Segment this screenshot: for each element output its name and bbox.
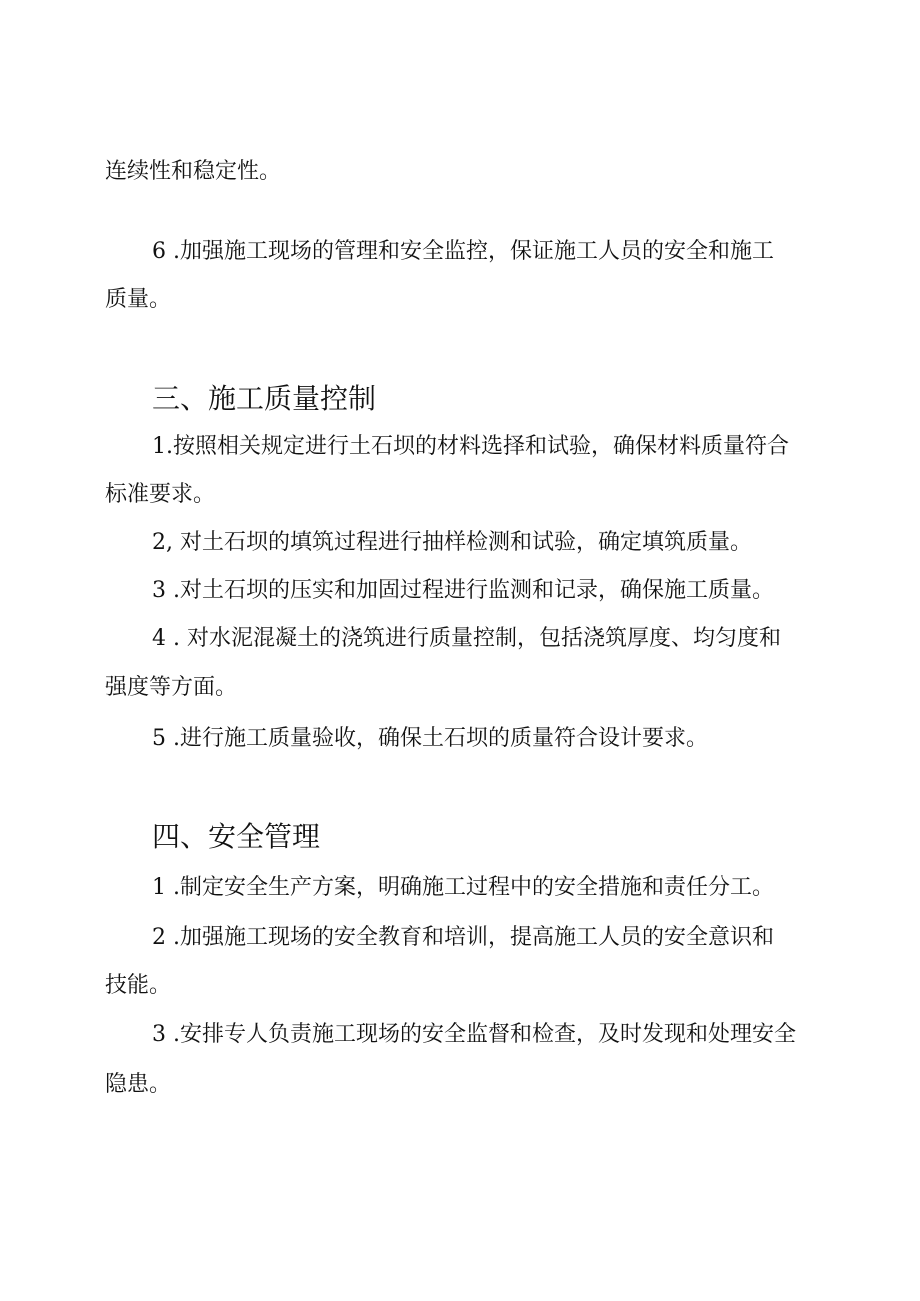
section4-item2-line2: 技能。 xyxy=(105,973,172,998)
continuation-text: 连续性和稳定性。 xyxy=(105,159,282,184)
section4-item1: 1 .制定安全生产方案，明确施工过程中的安全措施和责任分工。 xyxy=(152,875,774,900)
section3-item1-line1: 1.按照相关规定进行土石坝的材料选择和试验，确保材料质量符合 xyxy=(152,434,789,459)
section3-item4-line1: 4 . 对水泥混凝土的浇筑进行质量控制，包括浇筑厚度、均匀度和 xyxy=(152,626,781,651)
section3-item1-line2: 标准要求。 xyxy=(105,482,216,507)
section3-item5: 5 .进行施工质量验收，确保土石坝的质量符合设计要求。 xyxy=(152,726,708,751)
section4-item2-line1: 2 .加强施工现场的安全教育和培训，提高施工人员的安全意识和 xyxy=(152,925,774,950)
section3-item3: 3 .对土石坝的压实和加固过程进行监测和记录，确保施工质量。 xyxy=(152,578,774,603)
section3-item2: 2, 对土石坝的填筑过程进行抽样检测和试验，确定填筑质量。 xyxy=(152,530,752,555)
section3-heading: 三、施工质量控制 xyxy=(152,382,377,415)
section2-item6-line2: 质量。 xyxy=(105,287,172,312)
section3-item4-line2: 强度等方面。 xyxy=(105,675,238,700)
section4-item3-line1: 3 .安排专人负责施工现场的安全监督和检查，及时发现和处理安全 xyxy=(152,1022,796,1047)
section2-item6-line1: 6 .加强施工现场的管理和安全监控，保证施工人员的安全和施工 xyxy=(152,239,774,264)
section4-item3-line2: 隐患。 xyxy=(105,1072,172,1097)
section4-heading: 四、安全管理 xyxy=(152,820,321,853)
